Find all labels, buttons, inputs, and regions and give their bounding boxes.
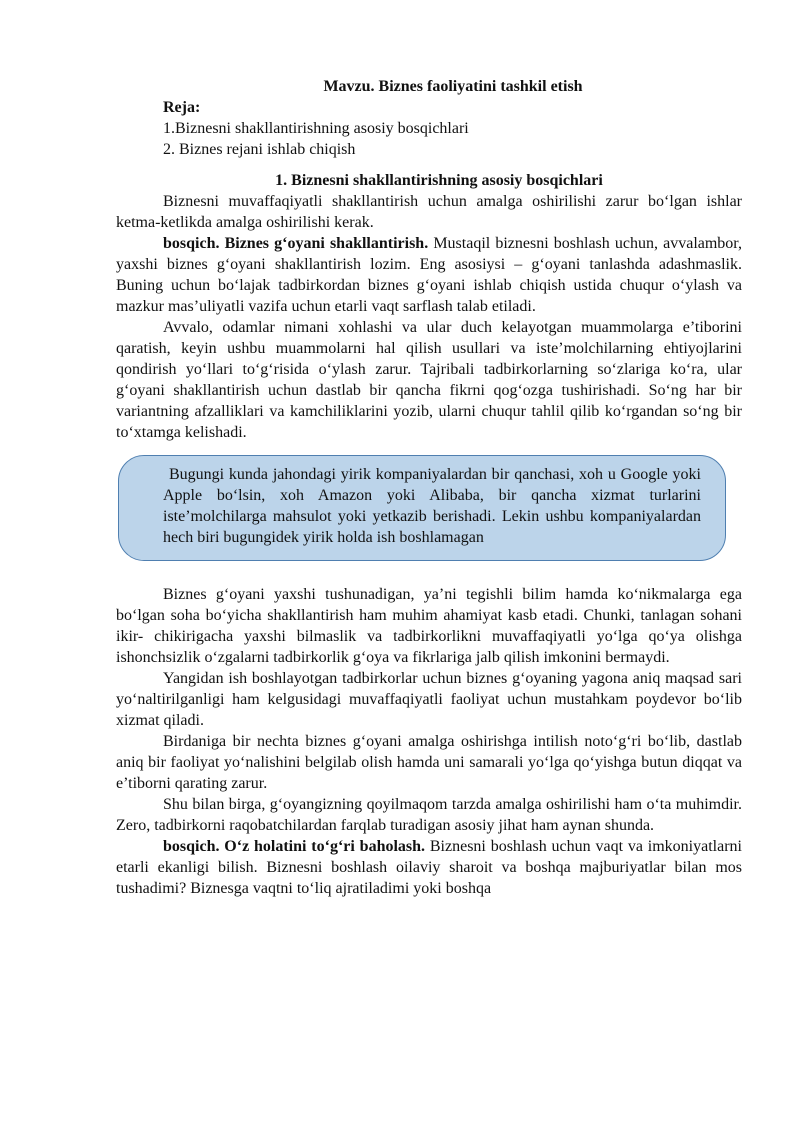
spacer — [116, 561, 742, 584]
callout-box — [118, 455, 726, 561]
paragraph-intro: Biznesni muvaffaqiyatli shakllantirish uchun amalga oshirilishi zarur bo‘lgan ishlar ketma-ketlikda amalga oshirilishi kerak. — [116, 193, 742, 231]
plan-heading: Reja: — [163, 99, 201, 116]
stage-1-text: Mustaqil biznesni boshlash uchun, avvalambor, yaxshi biznes g‘oyani shakllantirish lozim. Eng asosiysi – g‘oyani tanlashda adashmaslik. Buning uchun bo‘lajak tadbirkordan biznes g‘oyani ishlab chiqish ustida chuqur o‘ylash va mazkur mas’uliyatli vazifa uchun etarli vaqt sarflash talab etiladi. — [116, 235, 742, 315]
paragraph-stage-1 — [116, 233, 742, 317]
stage-1-title: bosqich. Biznes g‘oyani shakllantirish. — [163, 235, 429, 252]
paragraph-yangidan: Yangidan ish boshlayotgan tadbirkorlar uchun biznes g‘oyaning yagona aniq maqsad sari yo‘naltirilganligi ham kelgusidagi muvaffaqiyatli faoliyat uchun mustahkam poydevor bo‘lib xizmat qiladi. — [116, 670, 742, 729]
document-page — [116, 76, 742, 899]
paragraph-birdaniga: Birdaniga bir nechta biznes g‘oyani amalga oshirishga intilish noto‘g‘ri bo‘lib, dastlab aniq bir faoliyat yo‘nalishini belgilab olish hamda uni samarali yo‘lga qo‘yishga butun diqqat va e’tiborni qarating zarur. — [116, 733, 742, 792]
callout-text: Bugungi kunda jahondagi yirik kompaniyalardan bir qanchasi, xoh u Google yoki Apple bo‘lsin, xoh Amazon yoki Alibaba, bir qancha xizmat turlarini iste’molchilarga mahsulot yoki yetkazib berishadi. Lekin ushbu kompaniyalardan hech biri bugungidek yirik holda ish boshlamagan — [163, 466, 701, 546]
paragraph-shu: Shu bilan birga, g‘oyangizning qoyilmaqom tarzda amalga oshirilishi ham o‘ta muhimdir. Zero, tadbirkorni raqobatchilardan farqlab turadigan asosiy jihat ham aynan shunda. — [116, 796, 742, 834]
section-heading: 1. Biznesni shakllantirishning asosiy bosqichlari — [275, 172, 603, 189]
paragraph-biznes: Biznes g‘oyani yaxshi tushunadigan, ya’ni tegishli bilim hamda ko‘nikmalarga ega bo‘lgan soha bo‘yicha shakllantirish ham muhim ahamiyat kasb etadi. Chunki, tanlagan sohani ikir- chikirigacha yaxshi bilmaslik va tadbirkorlikni muvaffaqiyatli yo‘lga qo‘ya olishga ishonchsizlik o‘zgalarni tadbirkorlik g‘oya va fikrlariga jalb qilish imkonini bermaydi. — [116, 586, 742, 666]
stage-2-title: bosqich. O‘z holatini to‘g‘ri baholash. — [163, 838, 426, 855]
stage-2-text: Biznesni boshlash uchun vaqt va imkoniyatlarni etarli ekanligi bilish. Biznesni boshlash oilaviy sharoit va boshqa majburiyatlar bilan mos tushadimi? Biznesga vaqtni to‘liq ajratiladimi yoki boshqa — [116, 838, 742, 897]
paragraph-stage-2 — [116, 836, 742, 899]
paragraph-avvalo: Avvalo, odamlar nimani xohlashi va ular duch kelayotgan muammolarga e’tiborini qaratish, keyin ushbu muammolarni hal qilish usullari va iste’molchilarning ehtiyojlarini qondirish yo‘llari to‘g‘risida o‘ylash zarur. Tajribali tadbirkorlarning so‘zlariga ko‘ra, ular g‘oyani shakllantirish uchun dastlab bir qancha fikrni qog‘ozga tushirishadi. So‘ng har bir variantning afzalliklari va kamchiliklarini yozib, ularni chuqur tahlil qilib ko‘rgandan so‘ng bir to‘xtamga kelishadi. — [116, 319, 742, 441]
document-title: Mavzu. Biznes faoliyatini tashkil etish — [323, 78, 583, 95]
plan-item: 2. Biznes rejani ishlab chiqish — [163, 141, 356, 158]
plan-item: 1.Biznesni shakllantirishning asosiy bosqichlari — [163, 120, 469, 137]
